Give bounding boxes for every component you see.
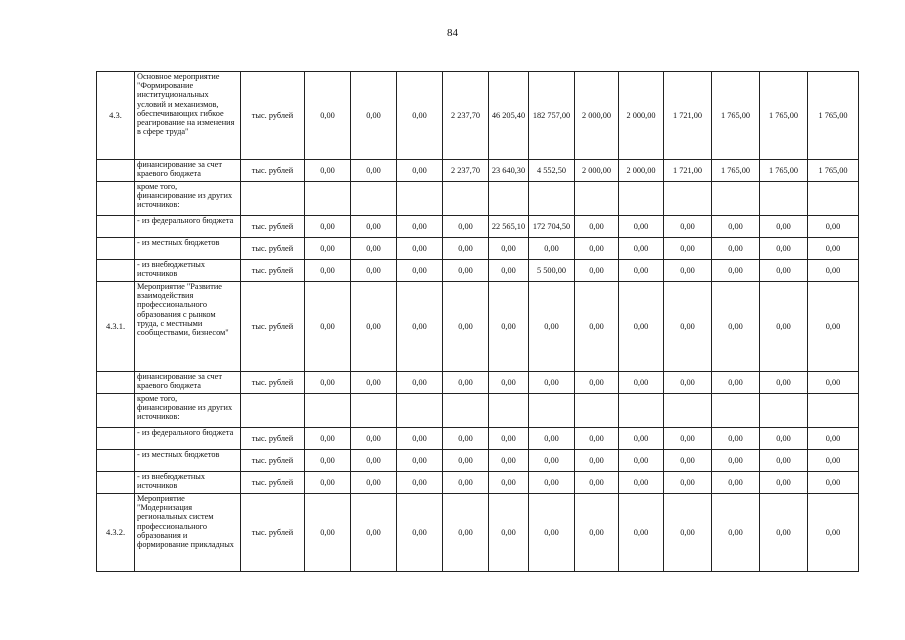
value-cell: 0,00 — [351, 428, 397, 450]
table-row — [97, 216, 859, 238]
value-cell: 0,00 — [305, 72, 351, 160]
value-cell: 0,00 — [529, 494, 575, 572]
value-cell: 0,00 — [712, 494, 760, 572]
value-cell: 0,00 — [664, 428, 712, 450]
value-cell — [760, 394, 808, 428]
value-cell: 0,00 — [808, 282, 859, 372]
value-cell — [619, 182, 664, 216]
value-cell: 4 552,50 — [529, 160, 575, 182]
row-number: 4.3.2. — [97, 494, 135, 572]
value-cell — [489, 394, 529, 428]
row-unit: тыс. рублей — [241, 372, 305, 394]
value-cell: 0,00 — [712, 238, 760, 260]
value-cell: 0,00 — [575, 216, 619, 238]
budget-table — [96, 71, 859, 572]
value-cell: 0,00 — [619, 450, 664, 472]
table-row — [97, 238, 859, 260]
value-cell — [443, 182, 489, 216]
row-number — [97, 260, 135, 282]
value-cell: 2 000,00 — [619, 72, 664, 160]
value-cell: 46 205,40 — [489, 72, 529, 160]
row-name: Мероприятие "Развитие взаимодействия профессионального образования с рынком труда, с местными сообществами, бизнесом" — [135, 282, 241, 372]
value-cell — [712, 182, 760, 216]
value-cell: 0,00 — [443, 260, 489, 282]
value-cell: 0,00 — [712, 450, 760, 472]
value-cell: 0,00 — [305, 260, 351, 282]
row-number — [97, 428, 135, 450]
row-unit — [241, 182, 305, 216]
value-cell — [575, 182, 619, 216]
row-number — [97, 394, 135, 428]
row-name: - из местных бюджетов — [135, 450, 241, 472]
value-cell: 0,00 — [808, 372, 859, 394]
value-cell: 0,00 — [489, 260, 529, 282]
value-cell — [529, 182, 575, 216]
value-cell: 0,00 — [760, 282, 808, 372]
value-cell: 0,00 — [712, 282, 760, 372]
value-cell: 0,00 — [443, 216, 489, 238]
value-cell: 2 000,00 — [619, 160, 664, 182]
value-cell: 23 640,30 — [489, 160, 529, 182]
value-cell: 0,00 — [443, 282, 489, 372]
value-cell: 0,00 — [760, 450, 808, 472]
value-cell — [305, 394, 351, 428]
value-cell: 0,00 — [351, 216, 397, 238]
value-cell: 172 704,50 — [529, 216, 575, 238]
row-number — [97, 372, 135, 394]
value-cell: 0,00 — [760, 260, 808, 282]
value-cell: 0,00 — [305, 216, 351, 238]
value-cell: 0,00 — [397, 238, 443, 260]
value-cell: 0,00 — [808, 428, 859, 450]
table-row — [97, 282, 859, 372]
row-number — [97, 160, 135, 182]
value-cell: 0,00 — [489, 238, 529, 260]
value-cell: 2 237,70 — [443, 160, 489, 182]
value-cell: 0,00 — [305, 472, 351, 494]
value-cell: 0,00 — [443, 494, 489, 572]
table-row — [97, 260, 859, 282]
value-cell: 1 765,00 — [712, 160, 760, 182]
value-cell — [397, 394, 443, 428]
row-unit: тыс. рублей — [241, 282, 305, 372]
row-unit: тыс. рублей — [241, 494, 305, 572]
row-name: Основное мероприятие "Формирование институциональных условий и механизмов, обеспечивающих гибкое реагирование на изменения в сфере труда" — [135, 72, 241, 160]
value-cell: 0,00 — [619, 260, 664, 282]
value-cell: 0,00 — [619, 372, 664, 394]
value-cell — [529, 394, 575, 428]
value-cell: 0,00 — [575, 282, 619, 372]
value-cell: 22 565,10 — [489, 216, 529, 238]
value-cell: 0,00 — [305, 428, 351, 450]
row-number — [97, 450, 135, 472]
row-name: - из федерального бюджета — [135, 428, 241, 450]
value-cell: 1 765,00 — [712, 72, 760, 160]
value-cell: 0,00 — [351, 72, 397, 160]
value-cell: 0,00 — [351, 372, 397, 394]
value-cell: 0,00 — [760, 472, 808, 494]
row-number — [97, 216, 135, 238]
value-cell: 0,00 — [397, 372, 443, 394]
table-row — [97, 450, 859, 472]
value-cell: 0,00 — [489, 472, 529, 494]
value-cell: 0,00 — [619, 216, 664, 238]
table-body — [97, 72, 859, 572]
row-number: 4.3.1. — [97, 282, 135, 372]
row-unit: тыс. рублей — [241, 216, 305, 238]
value-cell: 0,00 — [619, 494, 664, 572]
value-cell: 0,00 — [397, 72, 443, 160]
value-cell: 0,00 — [397, 450, 443, 472]
value-cell: 0,00 — [529, 428, 575, 450]
value-cell — [489, 182, 529, 216]
value-cell: 0,00 — [808, 260, 859, 282]
value-cell: 0,00 — [664, 260, 712, 282]
value-cell — [351, 182, 397, 216]
table-row — [97, 428, 859, 450]
row-unit: тыс. рублей — [241, 72, 305, 160]
value-cell: 0,00 — [575, 260, 619, 282]
value-cell: 0,00 — [575, 472, 619, 494]
value-cell: 0,00 — [760, 238, 808, 260]
row-unit: тыс. рублей — [241, 260, 305, 282]
row-name: кроме того, финансирование из других источников: — [135, 394, 241, 428]
value-cell: 0,00 — [305, 238, 351, 260]
value-cell: 2 000,00 — [575, 72, 619, 160]
value-cell: 0,00 — [619, 282, 664, 372]
value-cell: 0,00 — [351, 282, 397, 372]
table-row — [97, 494, 859, 572]
value-cell: 0,00 — [351, 160, 397, 182]
row-name: финансирование за счет краевого бюджета — [135, 160, 241, 182]
value-cell: 2 237,70 — [443, 72, 489, 160]
value-cell: 0,00 — [529, 450, 575, 472]
value-cell — [808, 394, 859, 428]
value-cell — [575, 394, 619, 428]
value-cell: 0,00 — [351, 260, 397, 282]
value-cell: 0,00 — [305, 160, 351, 182]
value-cell: 0,00 — [664, 238, 712, 260]
value-cell: 1 765,00 — [808, 72, 859, 160]
value-cell: 0,00 — [808, 472, 859, 494]
value-cell: 0,00 — [664, 282, 712, 372]
value-cell: 0,00 — [351, 450, 397, 472]
value-cell — [664, 182, 712, 216]
value-cell: 0,00 — [443, 450, 489, 472]
value-cell: 0,00 — [529, 372, 575, 394]
value-cell: 0,00 — [575, 450, 619, 472]
table-row — [97, 72, 859, 160]
value-cell: 0,00 — [575, 428, 619, 450]
table-row — [97, 182, 859, 216]
value-cell: 0,00 — [664, 450, 712, 472]
value-cell: 1 765,00 — [808, 160, 859, 182]
value-cell: 0,00 — [351, 238, 397, 260]
row-name: финансирование за счет краевого бюджета — [135, 372, 241, 394]
value-cell: 0,00 — [712, 472, 760, 494]
value-cell: 0,00 — [712, 260, 760, 282]
value-cell: 0,00 — [489, 450, 529, 472]
table-row — [97, 394, 859, 428]
value-cell: 5 500,00 — [529, 260, 575, 282]
value-cell — [351, 394, 397, 428]
value-cell: 0,00 — [664, 216, 712, 238]
row-number: 4.3. — [97, 72, 135, 160]
value-cell — [760, 182, 808, 216]
value-cell — [397, 182, 443, 216]
page-number: 84 — [447, 27, 458, 39]
value-cell: 0,00 — [397, 160, 443, 182]
value-cell: 0,00 — [529, 238, 575, 260]
value-cell: 0,00 — [443, 238, 489, 260]
value-cell: 0,00 — [664, 494, 712, 572]
row-unit — [241, 394, 305, 428]
row-unit: тыс. рублей — [241, 238, 305, 260]
row-unit: тыс. рублей — [241, 472, 305, 494]
value-cell: 0,00 — [760, 216, 808, 238]
value-cell: 0,00 — [305, 494, 351, 572]
value-cell: 0,00 — [575, 372, 619, 394]
table-row — [97, 160, 859, 182]
row-unit: тыс. рублей — [241, 428, 305, 450]
value-cell: 1 765,00 — [760, 72, 808, 160]
row-unit: тыс. рублей — [241, 450, 305, 472]
value-cell: 0,00 — [619, 428, 664, 450]
value-cell: 0,00 — [619, 472, 664, 494]
value-cell: 0,00 — [575, 238, 619, 260]
value-cell — [305, 182, 351, 216]
value-cell: 0,00 — [489, 428, 529, 450]
value-cell: 0,00 — [619, 238, 664, 260]
value-cell — [443, 394, 489, 428]
value-cell: 0,00 — [489, 372, 529, 394]
value-cell: 0,00 — [712, 372, 760, 394]
value-cell: 0,00 — [712, 216, 760, 238]
value-cell: 0,00 — [351, 494, 397, 572]
value-cell: 182 757,00 — [529, 72, 575, 160]
row-number — [97, 182, 135, 216]
value-cell: 0,00 — [712, 428, 760, 450]
row-name: - из внебюджетных источников — [135, 472, 241, 494]
value-cell — [808, 182, 859, 216]
row-name: Мероприятие "Модернизация региональных систем профессионального образования и формирование прикладных — [135, 494, 241, 572]
value-cell: 0,00 — [529, 472, 575, 494]
value-cell: 0,00 — [351, 472, 397, 494]
row-name: - из федерального бюджета — [135, 216, 241, 238]
value-cell: 0,00 — [305, 282, 351, 372]
value-cell: 0,00 — [397, 282, 443, 372]
value-cell: 0,00 — [664, 472, 712, 494]
value-cell: 0,00 — [529, 282, 575, 372]
value-cell: 0,00 — [397, 428, 443, 450]
value-cell: 0,00 — [397, 260, 443, 282]
value-cell — [664, 394, 712, 428]
value-cell — [619, 394, 664, 428]
value-cell: 0,00 — [664, 372, 712, 394]
value-cell: 0,00 — [305, 372, 351, 394]
value-cell: 0,00 — [808, 450, 859, 472]
value-cell: 0,00 — [808, 216, 859, 238]
value-cell: 0,00 — [760, 428, 808, 450]
value-cell: 0,00 — [760, 494, 808, 572]
row-name: - из местных бюджетов — [135, 238, 241, 260]
value-cell: 1 721,00 — [664, 72, 712, 160]
value-cell: 1 765,00 — [760, 160, 808, 182]
value-cell: 0,00 — [808, 238, 859, 260]
value-cell: 0,00 — [397, 494, 443, 572]
table-row — [97, 472, 859, 494]
value-cell: 0,00 — [808, 494, 859, 572]
value-cell: 0,00 — [489, 494, 529, 572]
value-cell: 1 721,00 — [664, 160, 712, 182]
row-name: - из внебюджетных источников — [135, 260, 241, 282]
value-cell: 2 000,00 — [575, 160, 619, 182]
value-cell — [712, 394, 760, 428]
value-cell: 0,00 — [443, 472, 489, 494]
value-cell: 0,00 — [443, 372, 489, 394]
value-cell: 0,00 — [397, 216, 443, 238]
value-cell: 0,00 — [397, 472, 443, 494]
row-name: кроме того, финансирование из других источников: — [135, 182, 241, 216]
row-number — [97, 238, 135, 260]
value-cell: 0,00 — [305, 450, 351, 472]
row-number — [97, 472, 135, 494]
row-unit: тыс. рублей — [241, 160, 305, 182]
table-row — [97, 372, 859, 394]
value-cell: 0,00 — [760, 372, 808, 394]
value-cell: 0,00 — [575, 494, 619, 572]
value-cell: 0,00 — [443, 428, 489, 450]
value-cell: 0,00 — [489, 282, 529, 372]
